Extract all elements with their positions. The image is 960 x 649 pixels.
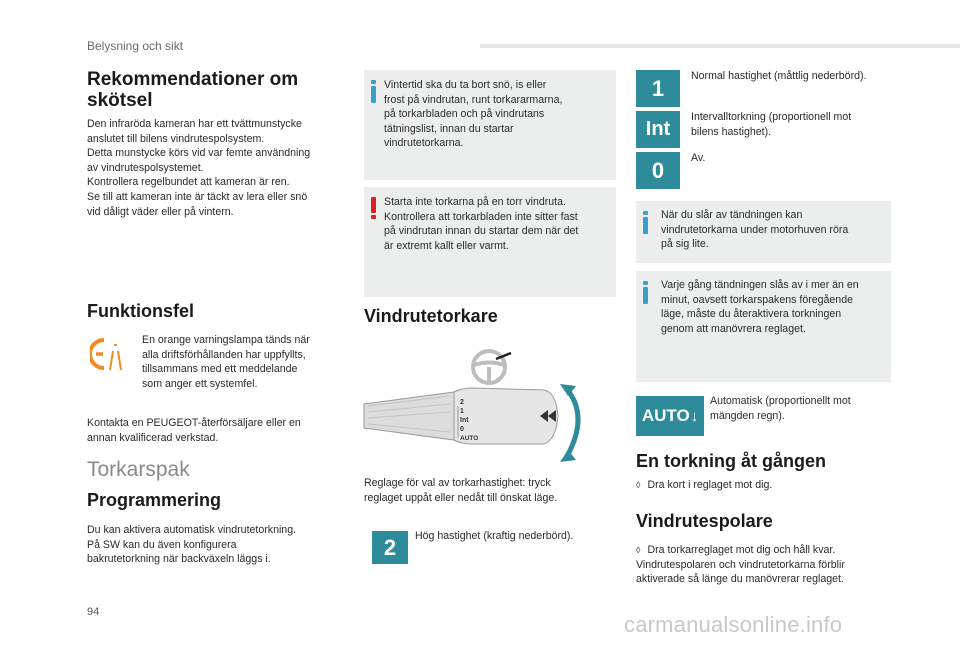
reactivate-info-note: Varje gång tändningen slås av i mer än en minut, oavsett torkarspakens föregående läge, måste du återaktivera torkningen genom att manövrera reglaget. [636, 271, 891, 382]
stalk-label-int: Int [460, 417, 469, 424]
page-number: 94 [87, 606, 100, 618]
steering-wheel-icon [470, 346, 512, 386]
info-icon [643, 211, 648, 234]
watermark: carmanualsonline.info [624, 612, 843, 637]
arrow-up-icon [560, 384, 576, 396]
info-icon [643, 281, 648, 304]
wipers-title: Vindrutetorkare [364, 306, 498, 326]
malfunction-contact-text: Kontakta en PEUGEOT-återförsäljare eller en annan kvalificerad verkstad. [87, 417, 301, 444]
warning-note: Starta inte torkarna på en torr vindruta. Kontrollera att torkarbladen inte sitter fast på vindrutan innan du startar dem när det är extremt kallt eller varmt. [364, 187, 616, 297]
care-title: Rekommendationer om skötsel [87, 69, 299, 111]
info-icon [371, 80, 376, 103]
ignition-info-note: När du slår av tändningen kan vindrutetorkarna under motorhuven röra på sig lite. [636, 201, 891, 263]
wiper-stalk-illustration [362, 382, 594, 466]
camera-warning-lamp-icon [90, 337, 128, 373]
chapter-title: Belysning och sikt [87, 39, 184, 53]
speed-badge-auto: AUTO ↓ [636, 396, 704, 436]
stalk-label-0: 0 [460, 426, 464, 433]
arrow-down-icon: ↓ [690, 407, 699, 425]
warning-icon [371, 197, 376, 219]
washer-title: Vindrutespolare [636, 511, 773, 531]
malfunction-title: Funktionsfel [87, 301, 194, 321]
speed-text-0: Av. [691, 152, 706, 164]
speed-badge-2: 2 [372, 531, 408, 564]
header-rule [480, 44, 960, 48]
speed-text-int: Intervalltorkning (proportionell mot bilens hastighet). [691, 111, 852, 138]
speed-badge-1: 1 [636, 70, 680, 107]
bullet-icon: ◊ [636, 545, 641, 555]
speed-badge-0: 0 [636, 152, 680, 189]
programming-text: Du kan aktivera automatisk vindrutetorkning. På SW kan du även konfigurera bakrutetorkning när backväxeln läggs i. [87, 524, 297, 566]
stalk-label-auto: AUTO [460, 435, 479, 442]
single-wipe-text: ◊ Dra kort i reglaget mot dig. [636, 479, 773, 491]
malfunction-lamp-text: En orange varningslampa tänds när alla driftsförhållanden har uppfyllts, tillsammans med ett meddelande som anger ett systemfel. [142, 334, 310, 390]
speed-text-1: Normal hastighet (måttlig nederbörd). [691, 70, 867, 82]
winter-info-note: Vintertid ska du ta bort snö, is eller frost på vindrutan, runt torkararmarna, på torkarbladen och på vindrutans tätningslist, innan du startar vindrutetorkarna. [364, 70, 616, 180]
speed-badge-int: Int [636, 111, 680, 148]
stalk-label-1: 1 [460, 408, 464, 415]
washer-text: ◊ Dra torkarreglaget mot dig och håll kvar. Vindrutespolaren och vindrutetorkarna förblir aktiverade så länge du manövrerar reglaget. [636, 544, 845, 586]
stalk-label-2: 2 [460, 399, 464, 406]
arrow-down-icon [560, 450, 576, 462]
care-text: Den infraröda kameran har ett tvättmunstycke anslutet till bilens vindrutespolsystem. Detta munstycke körs vid var femte användning av vindrutespolsystemet. Kontrollera regelbundet att kameran är ren. Se till att kameran inte är täckt av lera eller snö vid dåligt väder eller på vintern. [87, 118, 311, 218]
bullet-icon: ◊ [636, 480, 641, 490]
wipers-caption: Reglage för val av torkarhastighet: tryck reglaget uppåt eller nedåt till önskat läge. [364, 477, 558, 504]
speed-text-2: Hög hastighet (kraftig nederbörd). [415, 530, 574, 542]
programming-title: Programmering [87, 490, 222, 510]
single-wipe-title: En torkning åt gången [636, 451, 827, 471]
wiper-stalk-title: Torkarspak [87, 458, 190, 481]
speed-text-auto: Automatisk (proportionellt mot mängden regn). [710, 395, 851, 422]
